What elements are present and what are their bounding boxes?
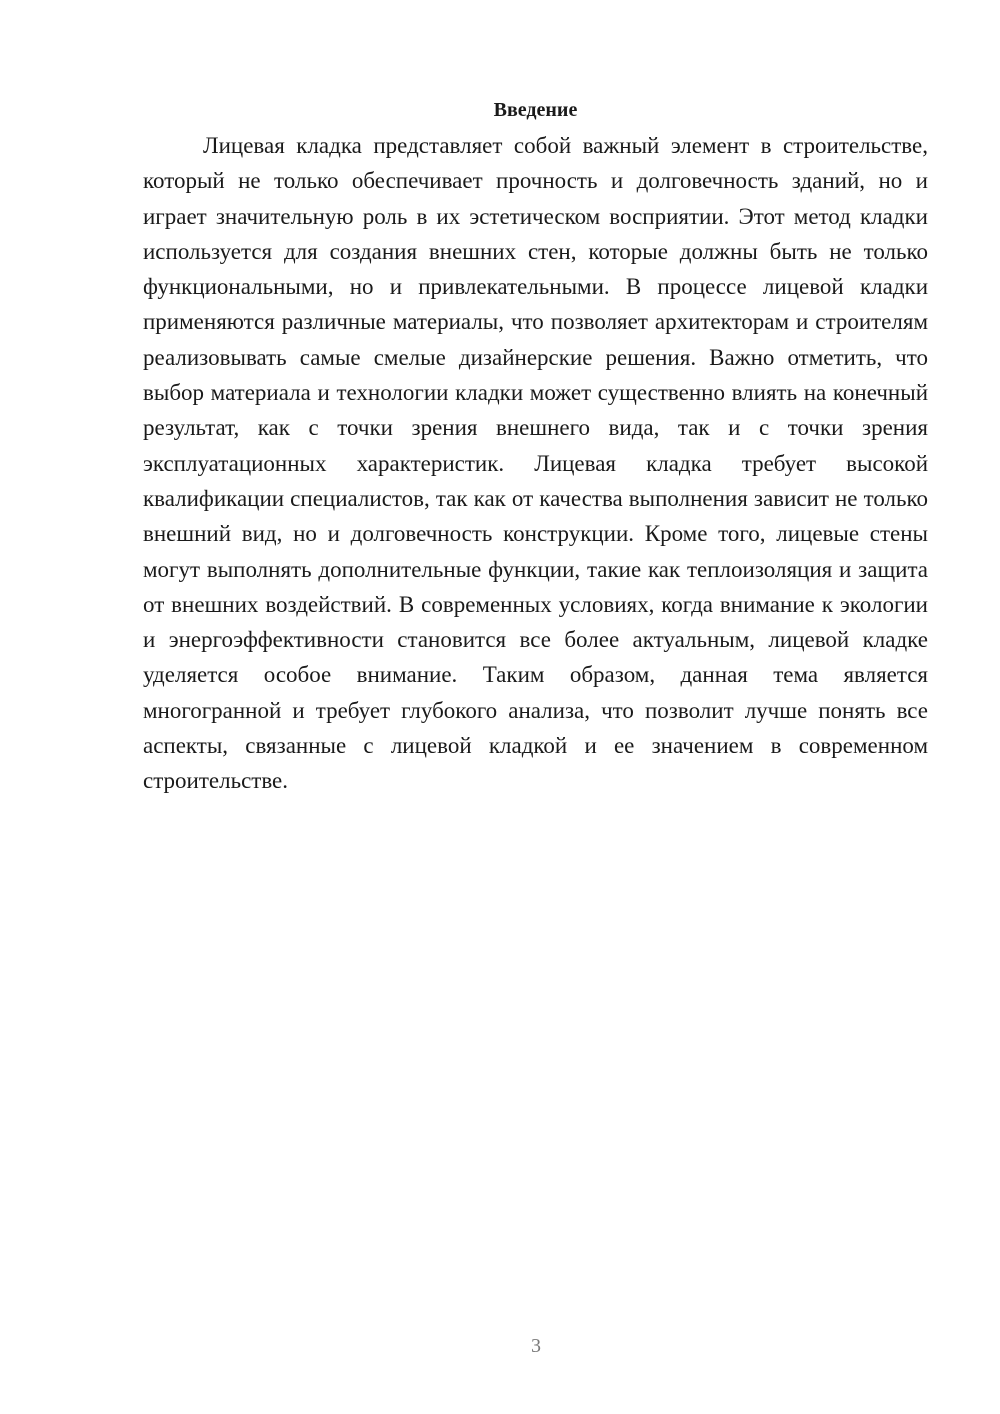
section-heading: Введение (493, 99, 578, 121)
page-content (143, 92, 928, 799)
body-paragraph: Лицевая кладка представляет собой важный элемент в строительстве, который не только обеспечивает прочность и долговечность зданий, но и играет значительную роль в их эстетическом восприятии. Этот метод кладки используется для создания внешних стен, которые должны быть не только функциональными, но и привлекательными. В процессе лицевой кладки применяются различные материалы, что позволяет архитекторам и строителям реализовывать самые смелые дизайнерские решения. Важно отметить, что выбор материала и технологии кладки может существенно влиять на конечный результат, как с точки зрения внешнего вида, так и с точки зрения эксплуатационных характеристик. Лицевая кладка требует высокой квалификации специалистов, так как от качества выполнения зависит не только внешний вид, но и долговечность конструкции. Кроме того, лицевые стены могут выполнять дополнительные функции, такие как теплоизоляция и защита от внешних воздействий. В современных условиях, когда внимание к экологии и энергоэффективности становится все более актуальным, лицевой кладке уделяется особое внимание. Таким образом, данная тема является многогранной и требует глубокого анализа, что позволит лучше понять все аспекты, связанные с лицевой кладкой и ее значением в современном строительстве. (143, 133, 928, 794)
page-number: 3 (531, 1335, 541, 1357)
